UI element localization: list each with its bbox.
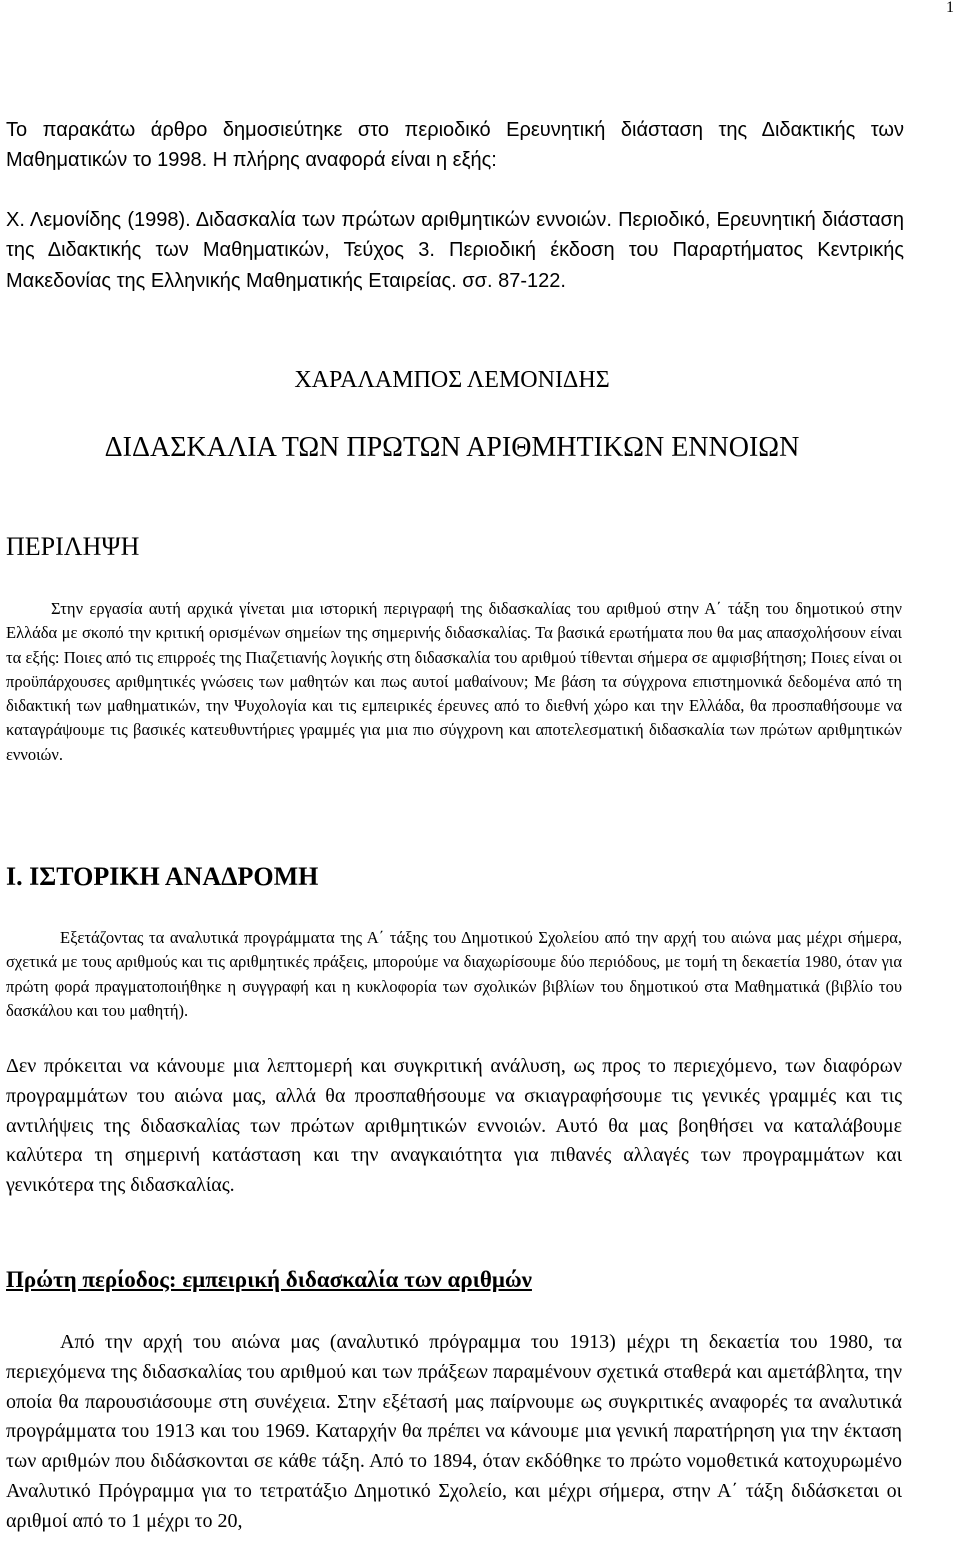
abstract-body: Στην εργασία αυτή αρχικά γίνεται μια ιστορική περιγραφή της διδασκαλίας του αριθμού στην Α΄ τάξη του δημοτικού στην Ελλάδα με σκοπό την κριτική ορισμένων σημείων της σημερινής διδασκαλίας. Τα βασικά ερωτήματα που θα μας απασχολήσουν είναι τα εξής: Ποιες από τις επιρροές της Πιαζετιανής λογικής στη διδασκαλία του αριθμού τίθενται σήμερα σε αμφισβήτηση; Ποιες είναι οι προϋπάρχουσες αριθμητικές γνώσεις των μαθητών και πως αυτοί μαθαίνουν; Με βάση τα σύγχρονα επιστημονικά δεδομένα από τη διδακτική των μαθηματικών, την Ψυχολογία και τις εμπειρικές έρευνες από το διεθνή χώρο και την Ελλάδα, θα προσπαθήσουμε να καταγράψουμε τις βασικές κατευθυντήριες γραμμές για μια πιο σύγχρονη και αποτελεσματική διδασκαλία των πρώτων αριθμητικών εννοιών. xyxy=(6,599,902,764)
author-name: ΧΑΡΑΛΑΜΠΟΣ ΛΕΜΟΝΙΔΗΣ xyxy=(294,367,610,393)
section-heading: Ι. ΙΣΤΟΡΙΚΗ ΑΝΑΔΡΟΜΗ xyxy=(6,862,319,891)
abstract-heading: ΠΕΡΙΛΗΨΗ xyxy=(6,532,140,561)
citation: Χ. Λεμονίδης (1998). Διδασκαλία των πρώτων αριθμητικών εννοιών. Περιοδικό, Ερευνητική διάσταση της Διδακτικής των Μαθηματικών, Τεύχος 3. Περιοδική έκδοση του Παραρτήματος Κεντρικής Μακεδονίας της Ελληνικής Μαθηματικής Εταιρείας. σσ. 87-122. xyxy=(6,209,904,292)
subsection-paragraph: Από την αρχή του αιώνα μας (αναλυτικό πρόγραμμα του 1913) μέχρι τη δεκαετία του 1980, τα περιεχόμενα της διδασκαλίας του αριθμού και των πράξεων παραμένουν σχετικά σταθερά και αμετάβλητα, την οποία θα παρουσιάσουμε στη συνέχεια. Στην εξέτασή μας παίρνουμε ως συγκριτικές αναφορές τα αναλυτικά προγράμματα του 1913 και του 1969. Καταρχήν θα πρέπει να κάνουμε μια γενική παρατήρηση για την έκταση των αριθμών που διδάσκονται σε κάθε τάξη. Από το 1894, όταν εκδόθηκε το πρώτο νομοθετικά κατοχυρωμένο Αναλυτικό Πρόγραμμα για το τετρατάξιο Δημοτικό Σχολείο, και μέχρι σήμερα, στην Α΄ τάξη διδάσκεται οι αριθμοί από το 1 μέχρι το 20, xyxy=(6,1331,902,1532)
subsection-heading: Πρώτη περίοδος: εμπειρική διδασκαλία των αριθμών xyxy=(6,1267,532,1292)
section-paragraph: Δεν πρόκειται να κάνουμε μια λεπτομερή και συγκριτική ανάλυση, ως προς το περιεχόμενο, των διαφόρων προγραμμάτων του αιώνα μας, αλλά θα προσπαθήσουμε να σκιαγραφήσουμε τις γενικές γραμμές και τις αντιλήψεις της διδασκαλίας των πρώτων αριθμητικών εννοιών. Αυτό θα μας βοηθήσει να καταλάβουμε καλύτερα τη σημερινή κατάσταση και την αναγκαιότητα για πιθανές αλλαγές των προγραμμάτων και γενικότερα της διδασκαλίας. xyxy=(6,1055,902,1197)
article-title: ΔΙΔΑΣΚΑΛΙΑ ΤΩΝ ΠΡΩΤΩΝ ΑΡΙΘΜΗΤΙΚΩΝ ΕΝΝΟΙΩΝ xyxy=(104,432,800,463)
page-number: 1 xyxy=(946,0,954,16)
section-paragraph: Εξετάζοντας τα αναλυτικά προγράμματα της Α΄ τάξης του Δημοτικού Σχολείου από την αρχή του αιώνα μας μέχρι σήμερα, σχετικά με τους αριθμούς και τις αριθμητικές πράξεις, μπορούμε να διαχωρίσουμε δύο περιόδους, με τομή τη δεκαετία 1980, όταν για πρώτη φορά πραγματοποιήθηκε η συγγραφή και η κυκλοφορία των σχολικών βιβλίων του δημοτικού στα Μαθηματικά (βιβλίο του δασκάλου και του μαθητή). xyxy=(6,928,902,1020)
publication-note: Το παρακάτω άρθρο δημοσιεύτηκε στο περιοδικό Ερευνητική διάσταση της Διδακτικής των Μαθηματικών το 1998. Η πλήρης αναφορά είναι η εξής: xyxy=(6,119,904,172)
